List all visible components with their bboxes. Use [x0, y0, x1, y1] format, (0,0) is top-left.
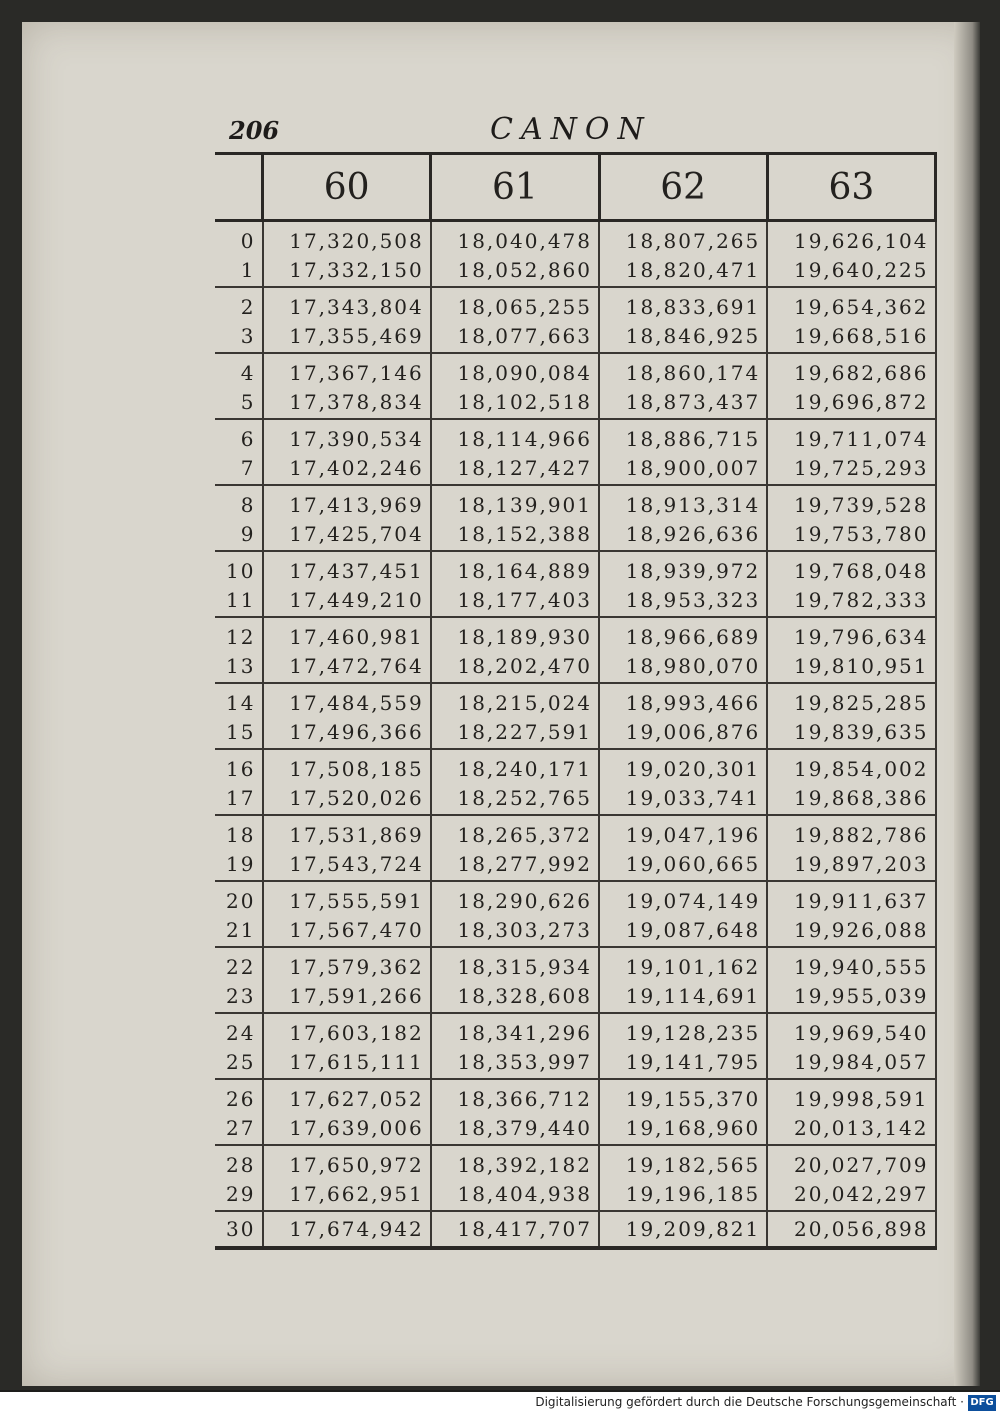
minute-cell: 2	[240, 294, 256, 319]
page-header	[225, 112, 945, 148]
table-row	[215, 519, 936, 551]
value-cell: 17,402,246	[263, 453, 431, 485]
canon-table	[215, 152, 937, 1250]
table-body	[215, 221, 936, 1249]
value-cell: 18,873,437	[599, 387, 767, 419]
value-cell: 20,013,142	[767, 1113, 935, 1145]
minute-cell: 21	[215, 915, 263, 947]
table-row	[215, 1145, 936, 1179]
value-cell: 19,087,648	[599, 915, 767, 947]
value-cell: 19,897,203	[767, 849, 935, 881]
value-cell: 18,833,691	[599, 287, 767, 321]
value-cell: 17,508,185	[263, 749, 431, 783]
value-cell: 19,074,149	[599, 881, 767, 915]
minute-cell: 1	[215, 255, 263, 287]
minute-cell: 9	[215, 519, 263, 551]
value-cell: 19,825,285	[767, 683, 935, 717]
page-gutter	[954, 22, 980, 1386]
table-row	[215, 1211, 936, 1248]
value-cell: 17,650,972	[263, 1145, 431, 1179]
table-row	[215, 1047, 936, 1079]
value-cell: 18,277,992	[431, 849, 599, 881]
table-row	[215, 651, 936, 683]
column-header: 60	[263, 154, 431, 221]
value-cell: 19,114,691	[599, 981, 767, 1013]
minute-cell: 14	[226, 690, 256, 715]
minute-cell: 6	[240, 426, 256, 451]
minute-cell: 8	[240, 492, 256, 517]
value-cell: 17,472,764	[263, 651, 431, 683]
table-row	[215, 1113, 936, 1145]
table-row	[215, 981, 936, 1013]
value-cell: 19,969,540	[767, 1013, 935, 1047]
table-row	[215, 915, 936, 947]
table-row	[215, 419, 936, 453]
table-row	[215, 683, 936, 717]
value-cell: 19,998,591	[767, 1079, 935, 1113]
table-row	[215, 1013, 936, 1047]
minute-cell: 5	[215, 387, 263, 419]
value-cell: 18,303,273	[431, 915, 599, 947]
table-row	[215, 453, 936, 485]
minute-cell: 3	[215, 321, 263, 353]
value-cell: 18,341,296	[431, 1013, 599, 1047]
value-cell: 20,042,297	[767, 1179, 935, 1211]
value-cell: 20,027,709	[767, 1145, 935, 1179]
value-cell: 17,567,470	[263, 915, 431, 947]
minute-cell: 11	[215, 585, 263, 617]
value-cell: 20,056,898	[767, 1211, 935, 1248]
table-row	[215, 815, 936, 849]
value-cell: 19,739,528	[767, 485, 935, 519]
table-row	[215, 551, 936, 585]
value-cell: 17,662,951	[263, 1179, 431, 1211]
value-cell: 18,052,860	[431, 255, 599, 287]
value-cell: 18,127,427	[431, 453, 599, 485]
value-cell: 18,820,471	[599, 255, 767, 287]
value-cell: 18,077,663	[431, 321, 599, 353]
table-row	[215, 749, 936, 783]
value-cell: 18,913,314	[599, 485, 767, 519]
value-cell: 19,711,074	[767, 419, 935, 453]
value-cell: 18,900,007	[599, 453, 767, 485]
value-cell: 18,152,388	[431, 519, 599, 551]
value-cell: 18,202,470	[431, 651, 599, 683]
value-cell: 18,090,084	[431, 353, 599, 387]
minute-cell: 18	[226, 822, 256, 847]
table-row	[215, 1079, 936, 1113]
minute-cell: 20	[226, 888, 256, 913]
value-cell: 18,315,934	[431, 947, 599, 981]
value-cell: 18,114,966	[431, 419, 599, 453]
table-row	[215, 783, 936, 815]
value-cell: 18,189,930	[431, 617, 599, 651]
minute-cell: 4	[240, 360, 256, 385]
value-cell: 17,355,469	[263, 321, 431, 353]
value-cell: 19,168,960	[599, 1113, 767, 1145]
value-cell: 18,980,070	[599, 651, 767, 683]
minute-cell: 17	[215, 783, 263, 815]
dfg-logo: DFG	[968, 1395, 996, 1411]
table-row	[215, 221, 936, 256]
value-cell: 19,911,637	[767, 881, 935, 915]
column-header: 63	[767, 154, 935, 221]
value-cell: 19,984,057	[767, 1047, 935, 1079]
value-cell: 18,227,591	[431, 717, 599, 749]
value-cell: 19,725,293	[767, 453, 935, 485]
value-cell: 19,654,362	[767, 287, 935, 321]
value-cell: 17,449,210	[263, 585, 431, 617]
value-cell: 19,839,635	[767, 717, 935, 749]
minute-cell: 12	[226, 624, 256, 649]
minute-cell: 28	[226, 1152, 256, 1177]
table-row	[215, 485, 936, 519]
value-cell: 19,696,872	[767, 387, 935, 419]
value-cell: 18,966,689	[599, 617, 767, 651]
value-cell: 19,155,370	[599, 1079, 767, 1113]
value-cell: 18,164,889	[431, 551, 599, 585]
value-cell: 19,128,235	[599, 1013, 767, 1047]
table-row	[215, 1179, 936, 1211]
value-cell: 19,668,516	[767, 321, 935, 353]
value-cell: 18,065,255	[431, 287, 599, 321]
value-cell: 17,555,591	[263, 881, 431, 915]
value-cell: 18,265,372	[431, 815, 599, 849]
value-cell: 19,196,185	[599, 1179, 767, 1211]
footer-bar	[0, 1392, 1000, 1416]
value-cell: 18,177,403	[431, 585, 599, 617]
value-cell: 18,328,608	[431, 981, 599, 1013]
value-cell: 17,603,182	[263, 1013, 431, 1047]
value-cell: 19,810,951	[767, 651, 935, 683]
value-cell: 18,290,626	[431, 881, 599, 915]
table-row	[215, 881, 936, 915]
value-cell: 17,520,026	[263, 783, 431, 815]
table-row	[215, 849, 936, 881]
value-cell: 17,484,559	[263, 683, 431, 717]
value-cell: 18,139,901	[431, 485, 599, 519]
value-cell: 18,215,024	[431, 683, 599, 717]
value-cell: 17,579,362	[263, 947, 431, 981]
table-row	[215, 387, 936, 419]
value-cell: 19,955,039	[767, 981, 935, 1013]
value-cell: 17,460,981	[263, 617, 431, 651]
minute-cell: 0	[240, 228, 256, 253]
value-cell: 19,854,002	[767, 749, 935, 783]
value-cell: 19,682,686	[767, 353, 935, 387]
minute-cell: 23	[215, 981, 263, 1013]
value-cell: 19,640,225	[767, 255, 935, 287]
table-row	[215, 717, 936, 749]
table-row	[215, 353, 936, 387]
value-cell: 18,366,712	[431, 1079, 599, 1113]
value-cell: 19,209,821	[599, 1211, 767, 1248]
table-row	[215, 617, 936, 651]
value-cell: 18,417,707	[431, 1211, 599, 1248]
value-cell: 18,353,997	[431, 1047, 599, 1079]
funding-credit: Digitalisierung gefördert durch die Deutsche Forschungsgemeinschaft ·	[535, 1395, 964, 1409]
value-cell: 18,860,174	[599, 353, 767, 387]
value-cell: 18,807,265	[599, 221, 767, 256]
value-cell: 17,378,834	[263, 387, 431, 419]
value-cell: 19,033,741	[599, 783, 767, 815]
value-cell: 17,332,150	[263, 255, 431, 287]
value-cell: 18,404,938	[431, 1179, 599, 1211]
value-cell: 17,343,804	[263, 287, 431, 321]
value-cell: 19,868,386	[767, 783, 935, 815]
value-cell: 18,240,171	[431, 749, 599, 783]
value-cell: 17,591,266	[263, 981, 431, 1013]
table-row	[215, 287, 936, 321]
value-cell: 19,101,162	[599, 947, 767, 981]
value-cell: 17,639,006	[263, 1113, 431, 1145]
value-cell: 19,796,634	[767, 617, 935, 651]
value-cell: 19,060,665	[599, 849, 767, 881]
value-cell: 18,926,636	[599, 519, 767, 551]
value-cell: 19,626,104	[767, 221, 935, 256]
value-cell: 17,437,451	[263, 551, 431, 585]
minute-cell: 24	[226, 1020, 256, 1045]
value-cell: 17,531,869	[263, 815, 431, 849]
minute-cell: 10	[226, 558, 256, 583]
corner-cell	[215, 154, 263, 221]
minute-cell: 15	[215, 717, 263, 749]
value-cell: 17,320,508	[263, 221, 431, 256]
value-cell: 17,413,969	[263, 485, 431, 519]
value-cell: 18,392,182	[431, 1145, 599, 1179]
value-cell: 19,753,780	[767, 519, 935, 551]
value-cell: 18,953,323	[599, 585, 767, 617]
minute-cell: 19	[215, 849, 263, 881]
value-cell: 18,252,765	[431, 783, 599, 815]
value-cell: 18,040,478	[431, 221, 599, 256]
table-row	[215, 585, 936, 617]
value-cell: 18,846,925	[599, 321, 767, 353]
value-cell: 19,006,876	[599, 717, 767, 749]
column-header: 61	[431, 154, 599, 221]
running-title: CANON	[490, 112, 652, 147]
value-cell: 17,390,534	[263, 419, 431, 453]
value-cell: 17,543,724	[263, 849, 431, 881]
minute-cell: 27	[215, 1113, 263, 1145]
table-row	[215, 321, 936, 353]
value-cell: 18,939,972	[599, 551, 767, 585]
value-cell: 19,882,786	[767, 815, 935, 849]
minute-cell: 29	[215, 1179, 263, 1211]
value-cell: 19,141,795	[599, 1047, 767, 1079]
table-row	[215, 255, 936, 287]
value-cell: 17,425,704	[263, 519, 431, 551]
minute-cell: 22	[226, 954, 256, 979]
value-cell: 19,940,555	[767, 947, 935, 981]
value-cell: 18,886,715	[599, 419, 767, 453]
column-header-row	[215, 154, 936, 221]
value-cell: 19,182,565	[599, 1145, 767, 1179]
value-cell: 19,782,333	[767, 585, 935, 617]
value-cell: 19,768,048	[767, 551, 935, 585]
minute-cell: 25	[215, 1047, 263, 1079]
value-cell: 19,020,301	[599, 749, 767, 783]
column-header: 62	[599, 154, 767, 221]
page-number: 206	[229, 116, 280, 145]
value-cell: 18,102,518	[431, 387, 599, 419]
value-cell: 19,926,088	[767, 915, 935, 947]
value-cell: 17,627,052	[263, 1079, 431, 1113]
value-cell: 17,674,942	[263, 1211, 431, 1248]
value-cell: 18,379,440	[431, 1113, 599, 1145]
minute-cell: 26	[226, 1086, 256, 1111]
minute-cell: 7	[215, 453, 263, 485]
value-cell: 17,615,111	[263, 1047, 431, 1079]
value-cell: 18,993,466	[599, 683, 767, 717]
table-row	[215, 947, 936, 981]
minute-cell: 30	[215, 1211, 263, 1248]
minute-cell: 13	[215, 651, 263, 683]
value-cell: 19,047,196	[599, 815, 767, 849]
value-cell: 17,367,146	[263, 353, 431, 387]
value-cell: 17,496,366	[263, 717, 431, 749]
minute-cell: 16	[226, 756, 256, 781]
